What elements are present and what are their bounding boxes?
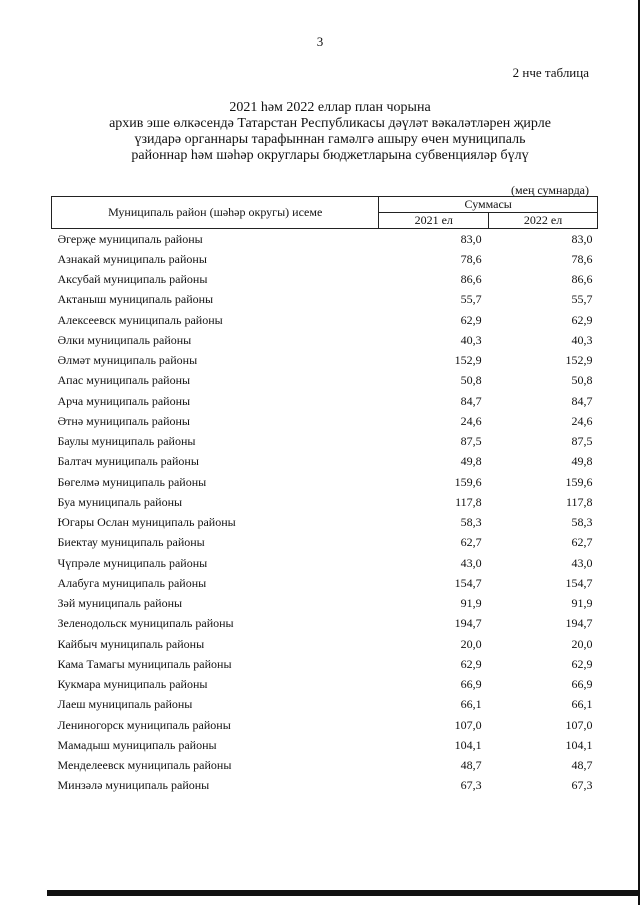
row-2022-value: 67,3 xyxy=(571,778,593,793)
table-row xyxy=(52,432,598,452)
row-2022-value: 104,1 xyxy=(565,737,593,752)
row-name-cell: Апас муниципаль районы xyxy=(57,373,191,388)
table-row xyxy=(52,614,598,634)
row-2021-value: 67,3 xyxy=(460,778,482,793)
row-2021-value: 104,1 xyxy=(454,737,482,752)
row-2022-value: 154,7 xyxy=(565,575,593,590)
row-name-cell: Балтач муниципаль районы xyxy=(57,454,199,469)
header-year-2021: 2021 ел xyxy=(379,213,489,229)
table-row xyxy=(52,654,598,674)
row-2021-value: 50,8 xyxy=(460,373,482,388)
table-row xyxy=(52,695,598,715)
row-2021-value: 48,7 xyxy=(460,758,482,773)
row-2021-value: 107,0 xyxy=(454,717,482,732)
row-name-cell: Зеленодольск муниципаль районы xyxy=(57,616,234,631)
table-row xyxy=(52,715,598,735)
row-2022-value: 83,0 xyxy=(571,231,593,246)
table-row xyxy=(52,776,598,796)
table-row xyxy=(52,270,598,290)
row-2021-value: 117,8 xyxy=(455,494,482,509)
row-name-cell: Актаныш муниципаль районы xyxy=(57,292,214,307)
row-name-cell: Зәй муниципаль районы xyxy=(57,596,183,611)
subvention-table xyxy=(51,196,598,796)
table-row xyxy=(52,735,598,755)
row-name-cell: Лениногорск муниципаль районы xyxy=(57,717,231,732)
row-2021-value: 194,7 xyxy=(454,616,482,631)
row-2022-value: 62,7 xyxy=(571,535,593,550)
row-2021-value: 62,7 xyxy=(460,535,482,550)
title-line: районнар һәм шәһәр округлары бюджетларына субвенцияләр бүлү xyxy=(131,148,529,163)
page-number: 3 xyxy=(316,34,324,49)
table-row xyxy=(52,371,598,391)
row-name-cell: Югары Ослан муниципаль районы xyxy=(57,515,236,530)
row-2021-value: 154,7 xyxy=(454,575,482,590)
row-2022-value: 50,8 xyxy=(571,373,593,388)
row-name-cell: Әлмәт муниципаль районы xyxy=(57,353,198,368)
row-name-cell: Кама Тамагы муниципаль районы xyxy=(57,656,232,671)
table-row xyxy=(52,391,598,411)
row-2022-value: 66,1 xyxy=(571,697,593,712)
title-line: 2021 һәм 2022 еллар план чорына xyxy=(229,100,431,115)
row-2021-value: 55,7 xyxy=(460,292,482,307)
table-row xyxy=(52,634,598,654)
row-name-cell: Буа муниципаль районы xyxy=(57,494,183,509)
table-row xyxy=(52,472,598,492)
row-name-cell: Бөгелмә муниципаль районы xyxy=(57,474,207,489)
row-2022-value: 87,5 xyxy=(571,434,593,449)
row-2021-value: 58,3 xyxy=(460,515,482,530)
table-row xyxy=(52,594,598,614)
title-line: архив эше өлкәсендә Татарстан Республикасы дәүләт вәкаләтләрен җирле xyxy=(109,116,551,131)
table-label: 2 нче таблица xyxy=(512,65,589,80)
header-year-2022: 2022 ел xyxy=(489,213,598,229)
row-2022-value: 20,0 xyxy=(571,636,593,651)
row-2021-value: 24,6 xyxy=(460,413,482,428)
table-row xyxy=(52,533,598,553)
table-row xyxy=(52,411,598,431)
row-name-cell: Чүпрәле муниципаль районы xyxy=(57,555,208,570)
row-2021-value: 152,9 xyxy=(454,353,482,368)
document-title xyxy=(60,100,600,164)
row-name-cell: Әлки муниципаль районы xyxy=(57,332,192,347)
row-name-cell: Лаеш муниципаль районы xyxy=(57,697,193,712)
row-2022-value: 43,0 xyxy=(571,555,593,570)
row-name-cell: Алексеевск муниципаль районы xyxy=(57,312,223,327)
row-name-cell: Мамадыш муниципаль районы xyxy=(57,737,217,752)
row-2022-value: 24,6 xyxy=(571,413,593,428)
row-2022-value: 55,7 xyxy=(571,292,593,307)
table-row xyxy=(52,553,598,573)
row-2021-value: 78,6 xyxy=(460,251,482,266)
row-2022-value: 194,7 xyxy=(565,616,593,631)
header-sums: Суммасы xyxy=(379,197,598,213)
title-line: үзидарә органнары тарафыннан гамәлгә ашыру өчен муниципаль xyxy=(134,132,526,147)
row-name-cell: Кукмара муниципаль районы xyxy=(57,677,208,692)
row-name-cell: Баулы муниципаль районы xyxy=(57,434,196,449)
row-name-cell: Азнакай муниципаль районы xyxy=(57,251,207,266)
row-2022-value: 48,7 xyxy=(571,758,593,773)
row-2021-value: 159,6 xyxy=(454,474,482,489)
table-body xyxy=(52,229,598,797)
row-2022-value: 40,3 xyxy=(571,332,593,347)
row-2021-value: 20,0 xyxy=(460,636,482,651)
units-note: (мең сумнарда) xyxy=(511,183,589,197)
scan-edge xyxy=(47,890,640,896)
table-row xyxy=(52,229,598,250)
header-municipality-name: Муниципаль район (шәһәр округы) исеме xyxy=(52,197,379,229)
row-2021-value: 87,5 xyxy=(460,434,482,449)
table-row xyxy=(52,573,598,593)
table-row xyxy=(52,290,598,310)
row-2021-value: 43,0 xyxy=(460,555,482,570)
table-row xyxy=(52,452,598,472)
row-2022-value: 78,6 xyxy=(571,251,593,266)
row-2022-value: 62,9 xyxy=(571,312,593,327)
table-row xyxy=(52,492,598,512)
row-2021-value: 84,7 xyxy=(460,393,482,408)
row-2022-value: 152,9 xyxy=(565,353,593,368)
row-2022-value: 84,7 xyxy=(571,393,593,408)
row-2022-value: 107,0 xyxy=(565,717,593,732)
row-name-cell: Алабуга муниципаль районы xyxy=(57,575,207,590)
row-2021-value: 62,9 xyxy=(460,656,482,671)
row-name-cell: Биектау муниципаль районы xyxy=(57,535,205,550)
row-2021-value: 66,9 xyxy=(460,677,482,692)
table-row xyxy=(52,351,598,371)
table-row xyxy=(52,675,598,695)
row-2021-value: 83,0 xyxy=(460,231,482,246)
row-2022-value: 66,9 xyxy=(571,677,593,692)
row-2022-value: 49,8 xyxy=(571,454,593,469)
row-2021-value: 66,1 xyxy=(460,697,482,712)
table-row xyxy=(52,249,598,269)
row-name-cell: Арча муниципаль районы xyxy=(57,393,191,408)
row-2022-value: 86,6 xyxy=(571,272,593,287)
row-name-cell: Әтнә муниципаль районы xyxy=(57,413,190,428)
row-2022-value: 62,9 xyxy=(571,656,593,671)
row-2022-value: 91,9 xyxy=(571,596,593,611)
row-2021-value: 49,8 xyxy=(460,454,482,469)
row-2021-value: 62,9 xyxy=(460,312,482,327)
row-2021-value: 86,6 xyxy=(460,272,482,287)
table-row xyxy=(52,513,598,533)
row-2022-value: 58,3 xyxy=(571,515,593,530)
row-2021-value: 40,3 xyxy=(460,332,482,347)
table-row xyxy=(52,756,598,776)
row-name-cell: Минзәлә муниципаль районы xyxy=(57,778,210,793)
table-row xyxy=(52,330,598,350)
row-name-cell: Кайбыч муниципаль районы xyxy=(57,636,205,651)
row-name-cell: Менделеевск муниципаль районы xyxy=(57,758,232,773)
table-row xyxy=(52,310,598,330)
row-name-cell: Аксубай муниципаль районы xyxy=(57,272,208,287)
row-name-cell: Әгерҗе муниципаль районы xyxy=(57,231,203,246)
row-2022-value: 159,6 xyxy=(565,474,593,489)
row-2021-value: 91,9 xyxy=(460,596,482,611)
row-2022-value: 117,8 xyxy=(565,494,593,509)
